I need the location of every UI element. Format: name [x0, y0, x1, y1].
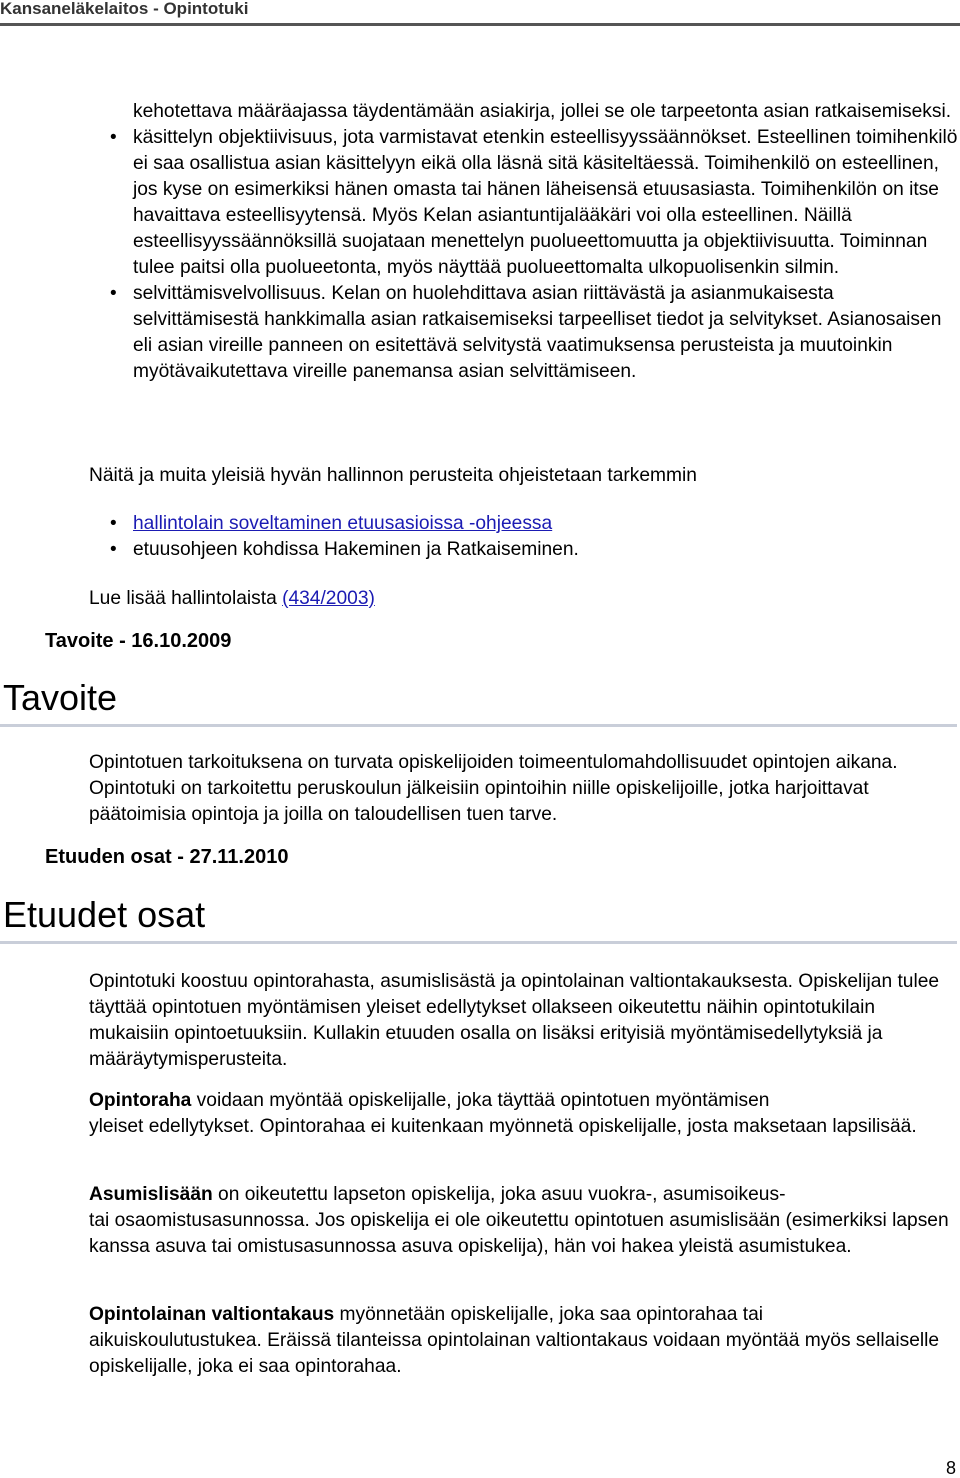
benefit-description: yleiset edellytykset. Opintorahaa ei kuitenkaan myönnetä opiskelijalle, josta maksetaan lapsilisää. — [89, 1116, 917, 1137]
benefit-term: Opintolainan valtiontakaus — [89, 1304, 335, 1325]
page-number: 8 — [945, 1458, 956, 1478]
benefit-description: aikuiskoulutustukea. Eräissä tilanteissa opintolainan valtiontakaus voidaan myöntää myös sellaiselle opiskelijalle, joka ei saa opintorahaa. — [89, 1330, 940, 1377]
guidance-intro: Näitä ja muita yleisiä hyvän hallinnon perusteita ohjeistetaan tarkemmin — [89, 465, 697, 486]
section-heading: Tavoite — [3, 677, 118, 718]
header-divider — [0, 23, 960, 26]
read-more-label: Lue lisää hallintolaista — [89, 588, 283, 609]
section-body: Opintotuen tarkoituksena on turvata opiskelijoiden toimeentulomahdollisuudet opintojen aikana. Opintotuki on tarkoitettu peruskoulun jälkeisiin opintoihin niille opiskelijoille, jotka harjoittavat päätoimisia opintoja ja joilla on taloudellisen tuen tarve. — [89, 752, 898, 825]
law-link[interactable]: (434/2003) — [282, 588, 375, 609]
benefit-first-line: Asumislisään on oikeutettu lapseton opiskelija, joka asuu vuokra-, asumisoikeus- — [89, 1184, 786, 1205]
section-divider — [0, 941, 957, 944]
benefit-first-line: Opintoraha voidaan myöntää opiskelijalle, joka täyttää opintotuen myöntämisen — [89, 1090, 770, 1111]
benefit-paragraph — [89, 1088, 957, 1140]
benefit-description: tai osaomistusasunnossa. Jos opiskelija ei ole oikeutettu opintotuen asumislisään (esimerkiksi lapsen kanssa asuva tai omistusasunnossa asuva opiskelija), hän voi hakea yleistä asumistukea. — [89, 1210, 949, 1257]
read-more — [89, 586, 957, 612]
list-item: • käsittelyn objektiivisuus, jota varmistavat etenkin esteellisyyssäännökset. Esteellinen toimihenkilö ei saa osallistua asian käsittelyyn eikä olla läsnä sitä käsiteltäessä. Toimihenkilö on esteellinen, jos kyse on esimerkiksi hänen omasta tai hänen läheisensä etuusasiasta. Toimihenkilön on itse havaittava esteellisyytensä. Myös Kelan asiantuntijalääkäri voi olla esteellinen. Näillä esteellisyyssäännöksillä suojataan menettelyn puolueettomuutta ja objektiivisuutta. Toiminnan tulee paitsi olla puolueetonta, myös näyttää puolueettomalta ulkopuolisenkin silmin. — [0, 125, 960, 281]
benefit-first-line: Opintolainan valtiontakaus myönnetään opiskelijalle, joka saa opintorahaa tai — [89, 1304, 764, 1325]
section-divider — [0, 724, 957, 727]
benefit-paragraph — [89, 1302, 957, 1380]
list-item: kehotettava määräajassa täydentämään asiakirja, jollei se ole tarpeetonta asian ratkaisemiseksi. — [133, 101, 952, 122]
section-date-heading: Tavoite - 16.10.2009 — [45, 630, 232, 652]
section-date-heading: Etuuden osat - 27.11.2010 — [45, 846, 289, 868]
list-item: • selvittämisvelvollisuus. Kelan on huolehdittava asian riittävästä ja asianmukaisesta selvittämisestä hankkimalla asian ratkaisemiseksi tarpeelliset tiedot ja selvitykset. Asianosaisen eli asian vireille panneen on esitettävä selvitystä vaatimuksensa perusteista ja muutoinkin myötävaikutettava vireille panemansa asian selvittämiseen. — [0, 281, 960, 385]
benefit-term: Opintoraha — [89, 1090, 192, 1111]
continued-bullet-list — [0, 99, 960, 385]
section-heading: Etuudet osat — [3, 894, 206, 935]
document-header: Kansaneläkelaitos - Opintotuki — [0, 0, 249, 18]
benefit-paragraph — [89, 1182, 957, 1260]
guidance-list — [0, 511, 960, 563]
list-item — [0, 511, 960, 537]
benefit-term: Asumislisään — [89, 1184, 213, 1205]
list-item: • etuusohjeen kohdissa Hakeminen ja Ratkaiseminen. — [0, 537, 960, 563]
guidance-link[interactable]: hallintolain soveltaminen etuusasioissa -ohjeessa — [133, 513, 553, 534]
section-intro: Opintotuki koostuu opintorahasta, asumislisästä ja opintolainan valtiontakauksesta. Opiskelijan tulee täyttää opintotuen myöntämisen yleiset edellytykset ollakseen oikeutettu näihin opintotukilain mukaisiin opintoetuuksiin. Kullakin etuuden osalla on lisäksi erityisiä myöntämisedellytyksiä ja määräytymisperusteita. — [89, 971, 940, 1070]
